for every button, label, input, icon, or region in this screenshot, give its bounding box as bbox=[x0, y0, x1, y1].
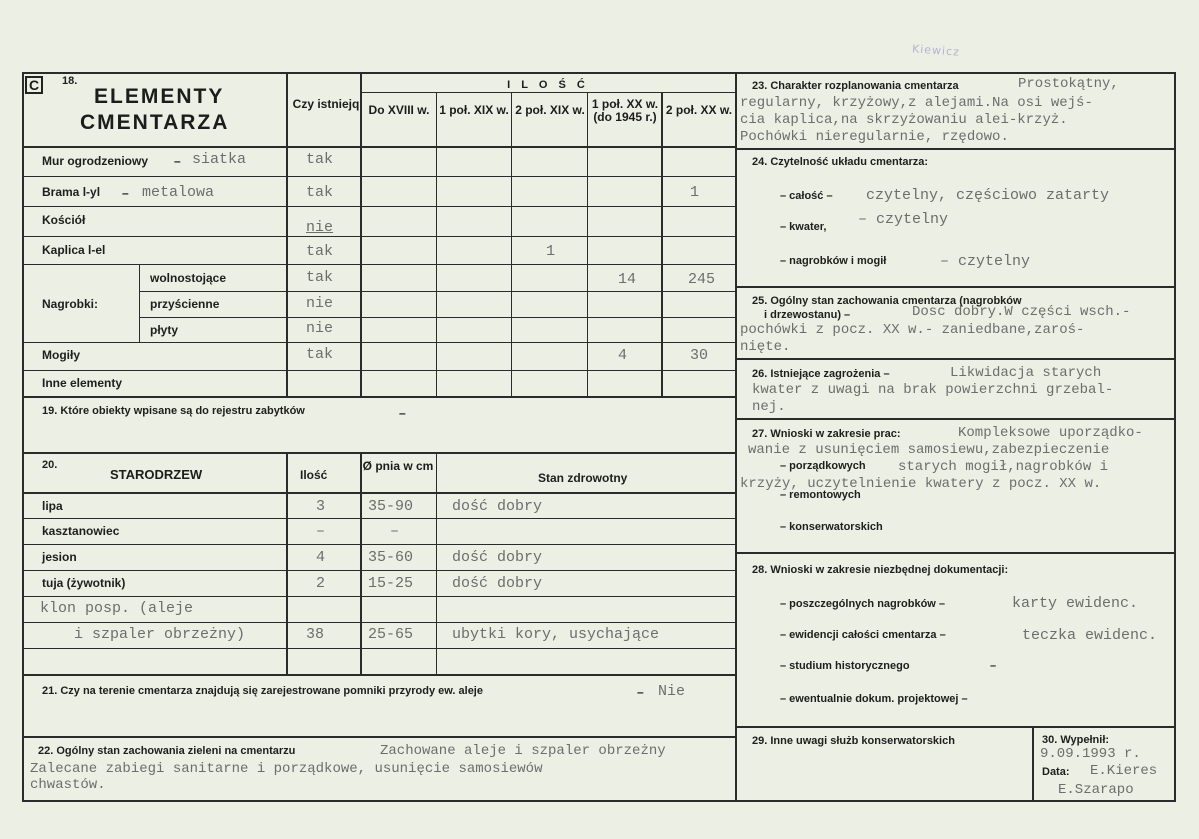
section26-label: 26. Istniejące zagrożenia – bbox=[752, 368, 890, 380]
inne-label: Inne elementy bbox=[42, 376, 123, 390]
section18-number: 18. bbox=[62, 75, 78, 87]
tree-count: 3 bbox=[316, 498, 326, 515]
row-dash-brama: – bbox=[122, 186, 129, 200]
mogily-exists: tak bbox=[306, 346, 334, 363]
grid-line bbox=[735, 148, 1176, 150]
row-value-brama-p5: 1 bbox=[690, 184, 700, 201]
section23-line2: regularny, krzyżowy,z alejami.Na osi wejś- bbox=[740, 95, 1093, 111]
section18-title-line1: ELEMENTY bbox=[94, 85, 225, 108]
tree-typed-row-b-health: ubytki kory, usychające bbox=[452, 626, 660, 643]
nagrobki-wolnostojace-exists: tak bbox=[306, 269, 334, 286]
row-label-mur: Mur ogrodzeniowy bbox=[42, 154, 148, 168]
grid-line bbox=[735, 726, 1176, 728]
grid-line bbox=[1032, 726, 1034, 802]
col-exists-header: Czy istniejq bbox=[292, 97, 360, 111]
nagrobki-wolnostojace-label: wolnostojące bbox=[150, 271, 227, 285]
period-header-5: 2 poł. XX w. bbox=[665, 103, 733, 117]
grid-line bbox=[735, 358, 1176, 360]
section22-label: 22. Ogólny stan zachowania zieleni na cmentarzu bbox=[38, 745, 296, 757]
grid-line bbox=[22, 570, 736, 571]
section27-line2: wanie z usunięciem samosiewu,zabezpieczenie bbox=[748, 442, 1110, 458]
section26-line1: Likwidacja starych bbox=[950, 365, 1102, 381]
section24-item-value: – czytelny bbox=[858, 211, 949, 228]
nagrobki-przyscienne-exists: nie bbox=[306, 295, 334, 312]
section20-health-header: Stan zdrowotny bbox=[538, 471, 628, 485]
grid-line bbox=[22, 492, 736, 494]
period-header-2: 1 poł. XIX w. bbox=[439, 103, 509, 117]
grid-line bbox=[735, 286, 1176, 288]
section21-label: 21. Czy na terenie cmentarza znajdują się zarejestrowane pomniki przyrody ew. aleje bbox=[42, 685, 483, 697]
section25-label2: i drzewostanu) – bbox=[764, 309, 851, 321]
row-exists-kosciol: nie bbox=[306, 219, 334, 236]
section30-label: 30. Wypełnił: bbox=[1042, 734, 1110, 746]
grid-line bbox=[360, 452, 362, 676]
tree-typed-row-b: i szpaler obrzeżny) bbox=[74, 626, 246, 643]
section26-line2: kwater z uwagi na brak powierzchni grzebal- bbox=[752, 382, 1114, 398]
tree-typed-row-a: klon posp. (aleje bbox=[40, 600, 194, 617]
grid-line bbox=[735, 418, 1176, 420]
grid-line bbox=[22, 596, 736, 597]
nagrobki-label: Nagrobki: bbox=[42, 297, 99, 311]
tree-name: tuja (żywotnik) bbox=[42, 576, 126, 590]
section27-line4: krzyży, uczytelnienie kwatery z pocz. XX w. bbox=[740, 476, 1102, 492]
section25-line3: nięte. bbox=[740, 339, 791, 355]
section24-item-value: czytelny, częściowo zatarty bbox=[866, 187, 1110, 204]
grid-line bbox=[511, 92, 512, 398]
grid-line bbox=[286, 452, 288, 676]
section18-title-line2: CMENTARZA bbox=[80, 111, 230, 134]
section24-item-label: – nagrobków i mogił bbox=[780, 255, 887, 267]
grid-line bbox=[22, 622, 736, 623]
grid-line bbox=[22, 236, 736, 237]
grid-line bbox=[360, 92, 736, 93]
grid-line bbox=[22, 544, 736, 545]
section27-line1: Kompleksowe uporządko- bbox=[958, 425, 1143, 441]
tree-typed-row-b-diam: 25-65 bbox=[368, 626, 414, 643]
tree-diam: 35-60 bbox=[368, 549, 414, 566]
grid-line bbox=[22, 370, 736, 371]
section19-dash: – bbox=[399, 406, 406, 420]
mogily-p5: 30 bbox=[690, 347, 709, 364]
section30-name2: E.Szarapo bbox=[1058, 782, 1134, 798]
tree-diam: – bbox=[390, 523, 400, 540]
grid-line bbox=[22, 674, 736, 676]
grid-line bbox=[735, 552, 1176, 554]
section25-line2: pochówki z pocz. XX w.- zaniedbane,zaroś- bbox=[740, 322, 1085, 338]
grid-line bbox=[587, 92, 588, 398]
section28-item-label: – poszczególnych nagrobków – bbox=[780, 598, 946, 610]
section19-label: 19. Które obiekty wpisane są do rejestru zabytków bbox=[42, 405, 305, 417]
section28-item-label: – ewentualnie dokum. projektowej – bbox=[780, 693, 968, 705]
section22-line1: Zachowane aleje i szpaler obrzeżny bbox=[380, 743, 666, 759]
tree-typed-row-b-count: 38 bbox=[306, 626, 325, 643]
section27-porzadkowych: – porządkowych bbox=[780, 460, 866, 472]
tree-count: 4 bbox=[316, 549, 326, 566]
grid-line bbox=[22, 342, 736, 343]
section20-title: STARODRZEW bbox=[110, 467, 203, 482]
tree-health: dość dobry bbox=[452, 575, 543, 592]
nagrobki-wolnostojace-p4: 14 bbox=[618, 271, 637, 288]
frame-top bbox=[22, 72, 1176, 74]
row-label-kaplica: Kaplica l-el bbox=[42, 243, 106, 257]
tree-name: jesion bbox=[42, 550, 77, 564]
grid-line bbox=[22, 396, 736, 398]
tree-name: lipa bbox=[42, 499, 63, 513]
section26-line3: nej. bbox=[752, 399, 786, 415]
section20-diam-header: Ø pnia w cm bbox=[362, 459, 434, 473]
section21-dash: – bbox=[637, 685, 644, 699]
section28-item-value: karty ewidenc. bbox=[1012, 595, 1139, 612]
tree-diam: 15-25 bbox=[368, 575, 414, 592]
section24-label: 24. Czytelność układu cmentarza: bbox=[752, 156, 929, 168]
row-value-kaplica-p3: 1 bbox=[546, 243, 556, 260]
tree-count: 2 bbox=[316, 575, 326, 592]
frame-left bbox=[22, 72, 24, 802]
grid-line bbox=[286, 72, 288, 398]
section22-line2: Zalecane zabiegi sanitarne i porządkowe, usunięcie samosiewów bbox=[30, 761, 543, 777]
tree-name: kasztanowiec bbox=[42, 524, 120, 538]
section30-name1: E.Kieres bbox=[1090, 763, 1158, 779]
section27-line3: starych mogił,nagrobków i bbox=[898, 459, 1109, 475]
grid-line bbox=[139, 291, 736, 292]
column-divider bbox=[735, 72, 737, 802]
row-note-mur: siatka bbox=[192, 151, 247, 168]
mogily-p4: 4 bbox=[618, 347, 628, 364]
section28-item-value: teczka ewidenc. bbox=[1022, 627, 1158, 644]
frame-bottom bbox=[22, 800, 1176, 802]
section-letter-box: C bbox=[25, 76, 43, 94]
section27-konserwatorskich: – konserwatorskich bbox=[780, 521, 883, 533]
grid-line bbox=[22, 206, 736, 207]
section30-data-label: Data: bbox=[1042, 766, 1070, 778]
grid-line bbox=[436, 452, 437, 676]
period-header-1: Do XVIII w. bbox=[368, 103, 430, 117]
grid-line bbox=[22, 452, 736, 454]
section25-line1: Dosc dobry.W części wsch.- bbox=[912, 304, 1131, 320]
row-exists-kaplica: tak bbox=[306, 243, 334, 260]
nagrobki-wolnostojace-p5: 245 bbox=[688, 271, 716, 288]
section24-item-label: – całość – bbox=[780, 190, 833, 202]
ilosc-header: I L O Ś Ć bbox=[507, 79, 589, 91]
grid-line bbox=[139, 264, 140, 342]
section24-item-value: – czytelny bbox=[940, 253, 1031, 270]
grid-line bbox=[22, 146, 736, 148]
grid-line bbox=[360, 72, 362, 398]
tree-count: – bbox=[316, 523, 326, 540]
grid-line bbox=[22, 736, 736, 738]
row-label-brama: Brama l-yl bbox=[42, 185, 101, 199]
section28-item-label: – studium historycznego bbox=[780, 660, 910, 672]
nagrobki-plyty-exists: nie bbox=[306, 320, 334, 337]
section24-item-label: – kwater, bbox=[780, 221, 827, 233]
stamp-text: Kiewicz bbox=[911, 42, 961, 59]
grid-line bbox=[436, 92, 437, 398]
grid-line bbox=[22, 648, 736, 649]
row-note-brama: metalowa bbox=[142, 184, 215, 201]
row-exists-brama: tak bbox=[306, 184, 334, 201]
section23-label: 23. Charakter rozplanowania cmentarza bbox=[752, 80, 959, 92]
section20-count-header: Ilość bbox=[300, 468, 328, 482]
section27-label: 27. Wnioski w zakresie prac: bbox=[752, 428, 901, 440]
section20-number: 20. bbox=[42, 459, 58, 471]
nagrobki-plyty-label: płyty bbox=[150, 323, 179, 337]
section25-label1: 25. Ogólny stan zachowania cmentarza (nagrobków bbox=[752, 295, 1022, 307]
section23-line4: Pochówki nieregularnie, rzędowo. bbox=[740, 129, 1009, 145]
row-label-kosciol: Kościół bbox=[42, 213, 86, 227]
section29-label: 29. Inne uwagi służb konserwatorskich bbox=[752, 735, 955, 747]
period-header-4: 1 poł. XX w. (do 1945 r.) bbox=[591, 97, 659, 124]
mogily-label: Mogiły bbox=[42, 348, 80, 362]
section23-line1: Prostokątny, bbox=[1018, 76, 1119, 92]
tree-diam: 35-90 bbox=[368, 498, 414, 515]
grid-line bbox=[22, 176, 736, 177]
row-dash-mur: – bbox=[174, 154, 181, 168]
nagrobki-przyscienne-label: przyścienne bbox=[150, 297, 220, 311]
grid-line bbox=[139, 317, 736, 318]
section21-answer: Nie bbox=[658, 683, 686, 700]
section28-label: 28. Wnioski w zakresie niezbędnej dokumentacji: bbox=[752, 564, 1009, 576]
section28-item-label: – ewidencji całości cmentarza – bbox=[780, 629, 946, 641]
section27-remontowych: – remontowych bbox=[780, 489, 861, 501]
grid-line bbox=[22, 264, 736, 265]
section23-line3: cia kaplica,na skrzyżowaniu alei-krzyż. bbox=[740, 112, 1068, 128]
row-exists-mur: tak bbox=[306, 151, 334, 168]
period-header-3: 2 poł. XIX w. bbox=[515, 103, 585, 117]
section22-line3: chwastów. bbox=[30, 777, 106, 793]
section28-item-value: – bbox=[990, 660, 997, 672]
tree-health: dość dobry bbox=[452, 549, 543, 566]
tree-health: dość dobry bbox=[452, 498, 543, 515]
section30-date: 9.09.1993 r. bbox=[1040, 746, 1141, 762]
frame-right bbox=[1174, 72, 1176, 802]
grid-line bbox=[661, 92, 663, 398]
grid-line bbox=[22, 518, 736, 519]
